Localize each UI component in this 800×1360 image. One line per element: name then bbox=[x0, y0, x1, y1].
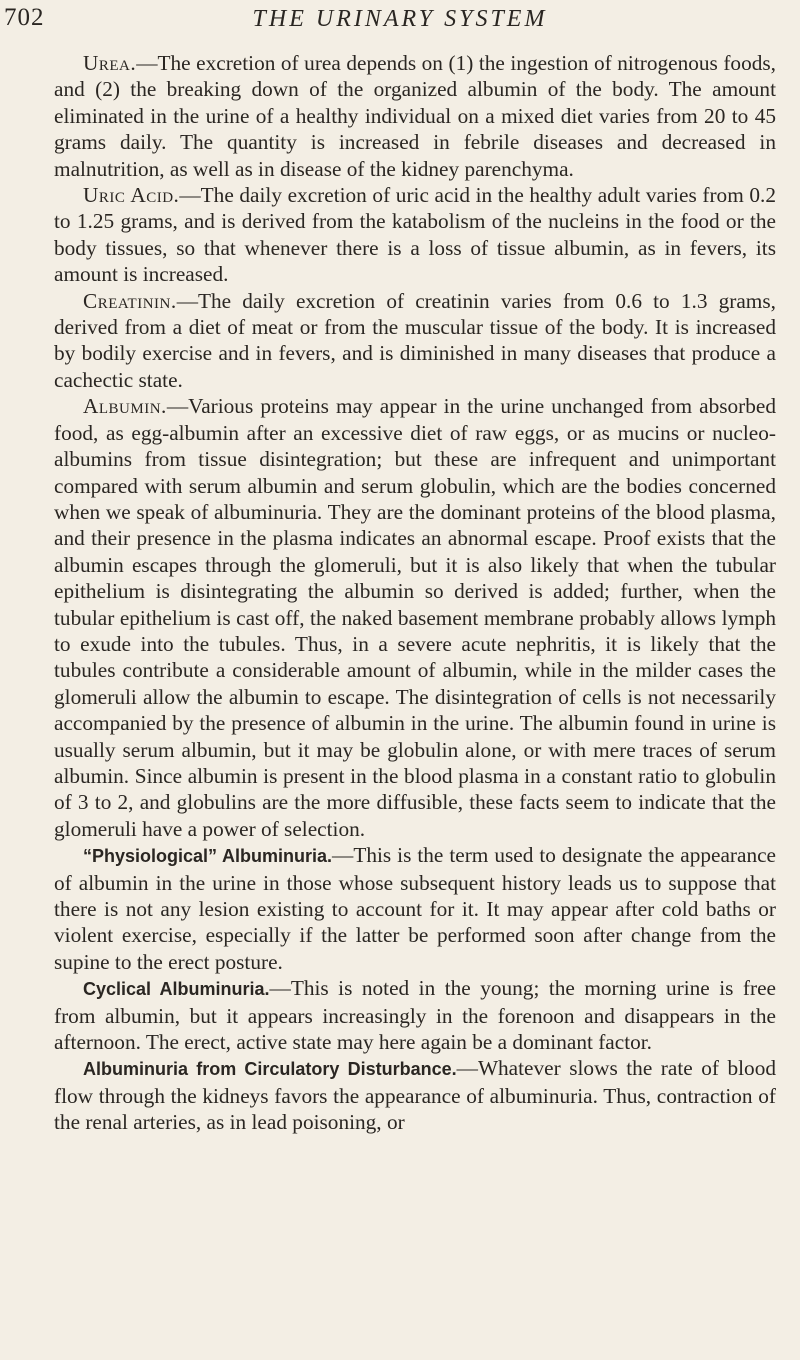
text-cyclical-albuminuria: —This is noted in the young; the morning urine is free from albumin, but it appears increasingly in the forenoon and disappears in the afternoon. The erect, active state may here again be a dominant factor. bbox=[54, 976, 776, 1055]
paragraph-urea bbox=[54, 50, 776, 182]
text-albumin: —Various proteins may appear in the urine unchanged from absorbed food, as egg-albumin after an excessive diet of raw eggs, or as mucins or nucleo-albumins from tissue disintegration; but these are infrequent and unimportant compared with serum albumin and serum globulin, which are the bodies concerned when we speak of albuminuria. They are the dominant proteins of the blood plasma, and their presence in the plasma indicates an abnormal escape. Proof exists that the albumin escapes through the glomeruli, but it is also likely that when the tubular epithelium is disintegrating the albumin so derived is added; further, when the tubular epithelium is cast off, the naked basement membrane probably allows lymph to exude into the tubules. Thus, in a severe acute nephritis, it is likely that the tubules contribute a considerable amount of albumin, while in the milder cases the glomeruli allow the albumin to escape. The disintegration of cells is not necessarily accompanied by the presence of albumin in the urine. The albumin found in urine is usually serum albumin, but it may be globulin alone, or with mere traces of serum albumin. Since albumin is present in the blood plasma in a constant ratio to globulin of 3 to 2, and globulins are the more diffusible, these facts seem to indicate that the glomeruli have a power of selection. bbox=[54, 394, 776, 841]
heading-physiological-albuminuria: “Physiological” Albuminuria. bbox=[83, 846, 333, 867]
page-header bbox=[0, 4, 800, 44]
paragraph-cyclical-albuminuria bbox=[54, 975, 776, 1055]
heading-creatinin: Creatinin. bbox=[83, 288, 177, 313]
paragraph-circulatory-albuminuria bbox=[54, 1055, 776, 1135]
heading-urea: Urea. bbox=[83, 51, 137, 75]
text-creatinin: —The daily excretion of creatinin varies from 0.6 to 1.3 grams, derived from a diet of meat or from the muscular tissue of the body. It is increased by bodily exercise and in fevers, and is diminished in many diseases that produce a cachectic state. bbox=[54, 288, 776, 392]
heading-circulatory-albuminuria: Albuminuria from Circulatory Disturbance. bbox=[83, 1059, 457, 1080]
heading-albumin: Albumin. bbox=[83, 394, 167, 419]
text-uric-acid: —The daily excretion of uric acid in the healthy adult varies from 0.2 to 1.25 grams, and is derived from the katabolism of the nucleins in the food or the body tissues, so that whenever there is a loss of tissue albumin, as in fevers, its amount is increased. bbox=[54, 183, 777, 287]
text-physiological-albuminuria: —This is the term used to designate the appearance of albumin in the urine in those whose subsequent history leads us to suppose that there is not any lesion existing to account for it. It may appear after cold baths or violent exercise, especially if the latter be performed soon after change from the supine to the erect posture. bbox=[54, 843, 776, 974]
paragraph-creatinin bbox=[54, 288, 776, 394]
running-title: THE URINARY SYSTEM bbox=[252, 6, 548, 32]
text-urea: —The excretion of urea depends on (1) the ingestion of nitrogenous foods, and (2) the breaking down of the organized albumin of the body. The amount eliminated in the urine of a healthy individual on a mixed diet varies from 20 to 45 grams daily. The quantity is increased in febrile diseases and decreased in malnutrition, as well as in disease of the kidney parenchyma. bbox=[54, 51, 776, 181]
paragraph-uric-acid bbox=[54, 182, 776, 288]
text-circulatory-albuminuria: —Whatever slows the rate of blood flow through the kidneys favors the appearance of albuminuria. Thus, contraction of the renal arteries, as in lead poisoning, or bbox=[54, 1056, 776, 1135]
page-number: 702 bbox=[4, 4, 45, 31]
body-text bbox=[54, 50, 776, 1136]
paragraph-physiological-albuminuria bbox=[54, 842, 776, 975]
paragraph-albumin bbox=[54, 393, 776, 842]
heading-uric-acid: Uric Acid. bbox=[83, 183, 180, 208]
heading-cyclical-albuminuria: Cyclical Albuminuria. bbox=[83, 979, 270, 1000]
